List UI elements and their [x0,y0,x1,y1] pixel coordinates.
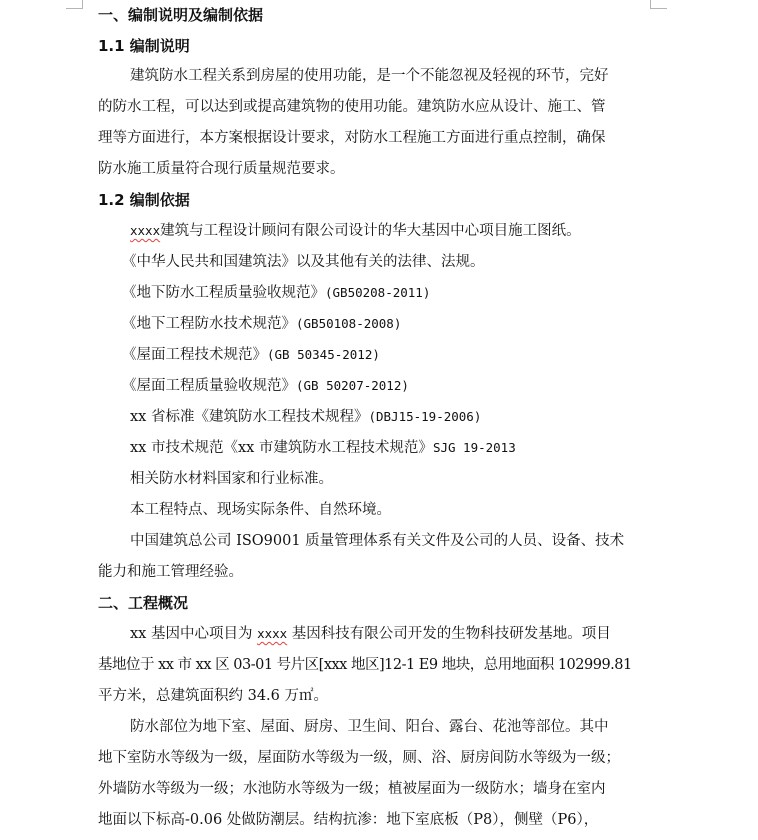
subsection-heading-1-2: 1.2 编制依据 [98,191,190,209]
paragraph-line: 外墙防水等级为一级；水池防水等级为一级；植被屋面为一级防水；墙身在室内 [98,781,606,797]
section-heading-2: 二、工程概况 [98,594,189,612]
basis-item-law: 《中华人民共和国建筑法》以及其他有关的法律、法规。 [122,254,485,270]
basis-item-iso: 能力和施工管理经验。 [98,564,243,580]
basis-item-standard: 《地下防水工程质量验收规范》(GB50208-2011) [122,285,431,301]
paragraph-line: 地面以下标高-0.06 处做防潮层。结构抗渗：地下室底板（P8），侧壁（P6）， [98,812,599,828]
basis-item-drawings: xxxx建筑与工程设计顾问有限公司设计的华大基因中心项目施工图纸。 [130,223,581,239]
basis-item-standard: xx 省标准《建筑防水工程技术规程》(DBJ15-19-2006) [130,409,482,425]
basis-item-materials: 相关防水材料国家和行业标准。 [130,471,333,487]
paragraph-line: 建筑防水工程关系到房屋的使用功能，是一个不能忽视及轻视的环节，完好 [130,68,609,84]
basis-item-conditions: 本工程特点、现场实际条件、自然环境。 [130,502,391,518]
basis-item-standard: 《地下工程防水技术规范》(GB50108-2008) [122,316,402,332]
paragraph-line: 基地位于 xx 市 xx 区 03-01 号片区[xxx 地区]12-1 E9 地块，总用地面积 102999.81 [98,657,632,673]
spellcheck-word: xxxx [130,223,161,238]
basis-item-standard: xx 市技术规范《xx 市建筑防水工程技术规范》SJG 19-2013 [130,440,516,456]
paragraph-line: 理等方面进行，本方案根据设计要求，对防水工程施工方面进行重点控制，确保 [98,130,606,146]
spellcheck-word: xxxx [257,626,288,641]
paragraph-line: xx 基因中心项目为 xxxx 基因科技有限公司开发的生物科技研发基地。项目 [130,626,611,642]
section-heading-1: 一、编制说明及编制依据 [98,6,264,24]
paragraph-line: 防水施工质量符合现行质量规范要求。 [98,161,345,177]
paragraph-line: 防水部位为地下室、屋面、厨房、卫生间、阳台、露台、花池等部位。其中 [130,719,609,735]
paragraph-line: 平方米，总建筑面积约 34.6 万㎡。 [98,688,329,704]
basis-item-standard: 《屋面工程技术规范》(GB 50345-2012) [122,347,380,363]
paragraph-line: 的防水工程，可以达到或提高建筑物的使用功能。建筑防水应从设计、施工、管 [98,99,606,115]
paragraph-line: 地下室防水等级为一级，屋面防水等级为一级，厕、浴、厨房间防水等级为一级； [98,750,620,766]
page-corner-mark-left [66,0,83,9]
basis-item-iso: 中国建筑总公司 ISO9001 质量管理体系有关文件及公司的人员、设备、技术 [130,533,625,549]
basis-item-standard: 《屋面工程质量验收规范》(GB 50207-2012) [122,378,409,394]
page-corner-mark-right [650,0,667,9]
subsection-heading-1-1: 1.1 编制说明 [98,37,190,55]
